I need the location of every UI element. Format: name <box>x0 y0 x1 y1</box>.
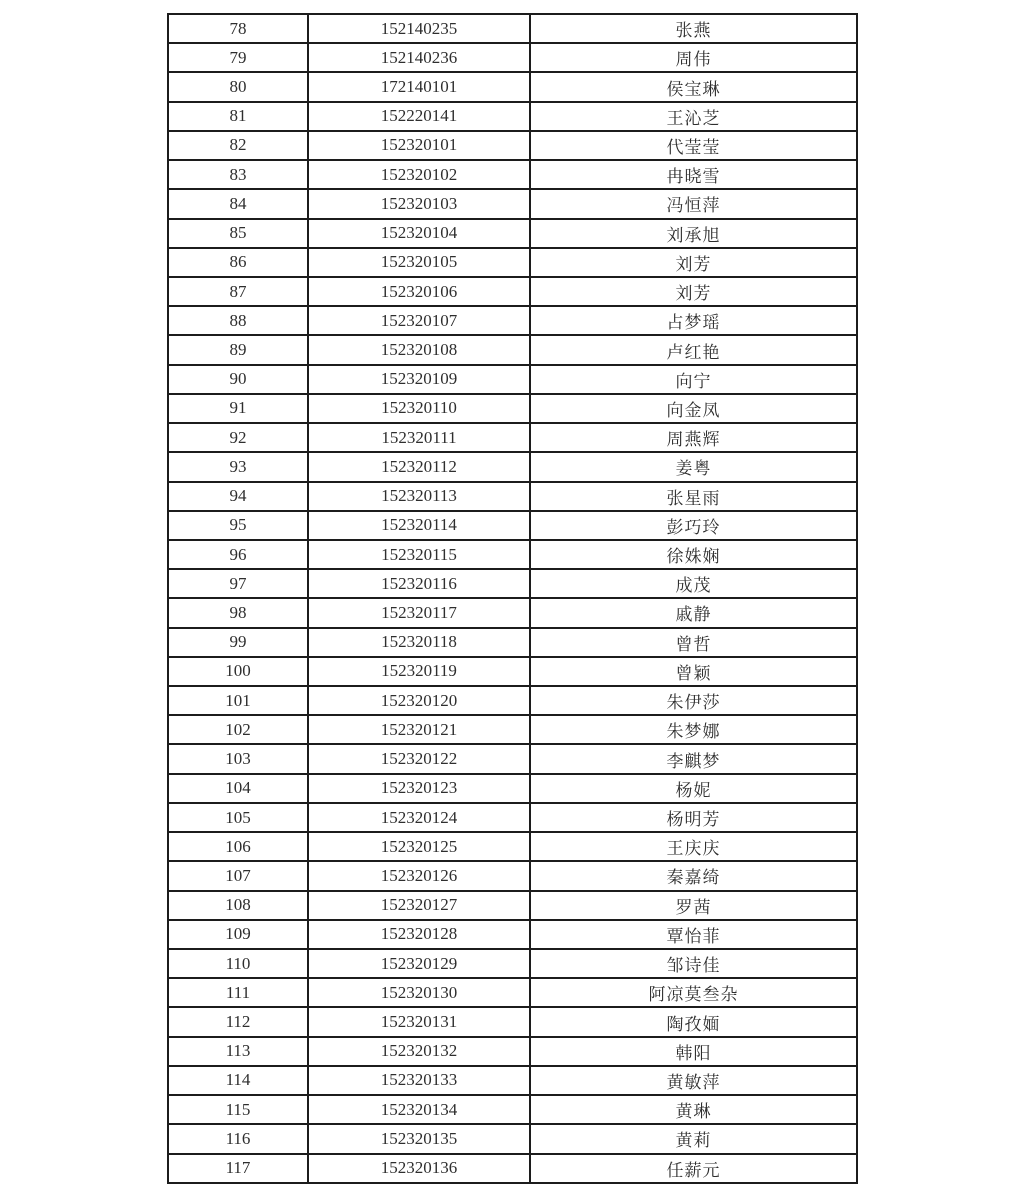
student-name-cell: 覃怡菲 <box>530 920 857 949</box>
row-number-cell: 92 <box>168 423 308 452</box>
student-id-cell: 152320110 <box>308 394 530 423</box>
row-number-cell: 106 <box>168 832 308 861</box>
row-number-cell: 114 <box>168 1066 308 1095</box>
student-name-cell: 占梦瑶 <box>530 306 857 335</box>
row-number-cell: 99 <box>168 628 308 657</box>
table-row <box>168 102 857 131</box>
student-name-cell: 刘承旭 <box>530 219 857 248</box>
student-id-cell: 152320124 <box>308 803 530 832</box>
table-row <box>168 1007 857 1036</box>
row-number-cell: 93 <box>168 452 308 481</box>
student-id-cell: 152320101 <box>308 131 530 160</box>
table-row <box>168 160 857 189</box>
table-row <box>168 1037 857 1066</box>
table-row <box>168 452 857 481</box>
student-id-cell: 152320135 <box>308 1124 530 1153</box>
table-row <box>168 365 857 394</box>
table-row <box>168 540 857 569</box>
student-roster-table <box>167 13 858 1184</box>
student-id-cell: 152320105 <box>308 248 530 277</box>
student-id-cell: 152320107 <box>308 306 530 335</box>
student-id-cell: 152320129 <box>308 949 530 978</box>
student-name-cell: 冯恒萍 <box>530 189 857 218</box>
student-name-cell: 代莹莹 <box>530 131 857 160</box>
row-number-cell: 109 <box>168 920 308 949</box>
table-row <box>168 715 857 744</box>
table-row <box>168 861 857 890</box>
student-name-cell: 秦嘉绮 <box>530 861 857 890</box>
student-id-cell: 152320102 <box>308 160 530 189</box>
table-row <box>168 978 857 1007</box>
table-row <box>168 744 857 773</box>
table-row <box>168 657 857 686</box>
row-number-cell: 79 <box>168 43 308 72</box>
table-body <box>168 14 857 1183</box>
table-row <box>168 1124 857 1153</box>
row-number-cell: 78 <box>168 14 308 43</box>
student-id-cell: 152320104 <box>308 219 530 248</box>
student-id-cell: 152320122 <box>308 744 530 773</box>
table-row <box>168 774 857 803</box>
student-id-cell: 152320117 <box>308 598 530 627</box>
table-row <box>168 628 857 657</box>
student-id-cell: 152320119 <box>308 657 530 686</box>
row-number-cell: 96 <box>168 540 308 569</box>
student-id-cell: 152320121 <box>308 715 530 744</box>
student-name-cell: 徐姝娴 <box>530 540 857 569</box>
row-number-cell: 94 <box>168 482 308 511</box>
student-name-cell: 邹诗佳 <box>530 949 857 978</box>
table-row <box>168 511 857 540</box>
student-id-cell: 152320126 <box>308 861 530 890</box>
table-row <box>168 832 857 861</box>
table-row <box>168 423 857 452</box>
row-number-cell: 82 <box>168 131 308 160</box>
row-number-cell: 115 <box>168 1095 308 1124</box>
row-number-cell: 88 <box>168 306 308 335</box>
student-name-cell: 周伟 <box>530 43 857 72</box>
student-name-cell: 戚静 <box>530 598 857 627</box>
table-row <box>168 335 857 364</box>
student-name-cell: 张燕 <box>530 14 857 43</box>
table-row <box>168 686 857 715</box>
row-number-cell: 90 <box>168 365 308 394</box>
table-row <box>168 306 857 335</box>
row-number-cell: 81 <box>168 102 308 131</box>
student-id-cell: 152140236 <box>308 43 530 72</box>
student-name-cell: 朱梦娜 <box>530 715 857 744</box>
row-number-cell: 108 <box>168 891 308 920</box>
student-id-cell: 152320106 <box>308 277 530 306</box>
row-number-cell: 95 <box>168 511 308 540</box>
row-number-cell: 103 <box>168 744 308 773</box>
student-id-cell: 152320131 <box>308 1007 530 1036</box>
student-id-cell: 152320134 <box>308 1095 530 1124</box>
student-name-cell: 陶孜媔 <box>530 1007 857 1036</box>
student-name-cell: 向金凤 <box>530 394 857 423</box>
table-row <box>168 891 857 920</box>
student-name-cell: 姜粤 <box>530 452 857 481</box>
student-id-cell: 152320120 <box>308 686 530 715</box>
student-name-cell: 黄琳 <box>530 1095 857 1124</box>
row-number-cell: 113 <box>168 1037 308 1066</box>
row-number-cell: 98 <box>168 598 308 627</box>
student-name-cell: 张星雨 <box>530 482 857 511</box>
student-id-cell: 152320111 <box>308 423 530 452</box>
row-number-cell: 107 <box>168 861 308 890</box>
student-name-cell: 杨妮 <box>530 774 857 803</box>
student-id-cell: 152320125 <box>308 832 530 861</box>
row-number-cell: 83 <box>168 160 308 189</box>
row-number-cell: 105 <box>168 803 308 832</box>
row-number-cell: 84 <box>168 189 308 218</box>
student-id-cell: 152320128 <box>308 920 530 949</box>
student-id-cell: 152320116 <box>308 569 530 598</box>
row-number-cell: 87 <box>168 277 308 306</box>
student-name-cell: 刘芳 <box>530 248 857 277</box>
row-number-cell: 89 <box>168 335 308 364</box>
student-name-cell: 向宁 <box>530 365 857 394</box>
table-row <box>168 949 857 978</box>
row-number-cell: 117 <box>168 1154 308 1183</box>
student-id-cell: 152320123 <box>308 774 530 803</box>
row-number-cell: 97 <box>168 569 308 598</box>
table-row <box>168 598 857 627</box>
row-number-cell: 112 <box>168 1007 308 1036</box>
student-id-cell: 152320132 <box>308 1037 530 1066</box>
student-name-cell: 杨明芳 <box>530 803 857 832</box>
student-id-cell: 152320114 <box>308 511 530 540</box>
student-name-cell: 黄敏萍 <box>530 1066 857 1095</box>
student-name-cell: 朱伊莎 <box>530 686 857 715</box>
table-row <box>168 189 857 218</box>
student-name-cell: 冉晓雪 <box>530 160 857 189</box>
student-name-cell: 王庆庆 <box>530 832 857 861</box>
row-number-cell: 85 <box>168 219 308 248</box>
student-id-cell: 152220141 <box>308 102 530 131</box>
table-row <box>168 219 857 248</box>
table-row <box>168 920 857 949</box>
student-name-cell: 任薪元 <box>530 1154 857 1183</box>
student-name-cell: 阿凉莫叁杂 <box>530 978 857 1007</box>
table-row <box>168 394 857 423</box>
row-number-cell: 101 <box>168 686 308 715</box>
student-name-cell: 彭巧玲 <box>530 511 857 540</box>
row-number-cell: 111 <box>168 978 308 1007</box>
student-id-cell: 172140101 <box>308 72 530 101</box>
student-id-cell: 152320108 <box>308 335 530 364</box>
table-row <box>168 1095 857 1124</box>
student-name-cell: 周燕辉 <box>530 423 857 452</box>
student-name-cell: 曾颖 <box>530 657 857 686</box>
table-row <box>168 482 857 511</box>
student-id-cell: 152320112 <box>308 452 530 481</box>
student-name-cell: 李麒梦 <box>530 744 857 773</box>
row-number-cell: 110 <box>168 949 308 978</box>
student-name-cell: 韩阳 <box>530 1037 857 1066</box>
table-row <box>168 1066 857 1095</box>
student-id-cell: 152320103 <box>308 189 530 218</box>
student-id-cell: 152320133 <box>308 1066 530 1095</box>
row-number-cell: 102 <box>168 715 308 744</box>
student-name-cell: 侯宝琳 <box>530 72 857 101</box>
student-name-cell: 王沁芝 <box>530 102 857 131</box>
row-number-cell: 91 <box>168 394 308 423</box>
student-id-cell: 152320118 <box>308 628 530 657</box>
student-name-cell: 罗茜 <box>530 891 857 920</box>
table-row <box>168 569 857 598</box>
table-row <box>168 248 857 277</box>
table-row <box>168 277 857 306</box>
row-number-cell: 104 <box>168 774 308 803</box>
student-id-cell: 152320109 <box>308 365 530 394</box>
table-row <box>168 43 857 72</box>
table-row <box>168 131 857 160</box>
student-name-cell: 刘芳 <box>530 277 857 306</box>
student-name-cell: 黄莉 <box>530 1124 857 1153</box>
student-name-cell: 曾哲 <box>530 628 857 657</box>
row-number-cell: 80 <box>168 72 308 101</box>
student-id-cell: 152320136 <box>308 1154 530 1183</box>
table-row <box>168 72 857 101</box>
student-id-cell: 152320127 <box>308 891 530 920</box>
student-id-cell: 152320113 <box>308 482 530 511</box>
student-id-cell: 152320130 <box>308 978 530 1007</box>
student-id-cell: 152140235 <box>308 14 530 43</box>
row-number-cell: 116 <box>168 1124 308 1153</box>
student-name-cell: 卢红艳 <box>530 335 857 364</box>
row-number-cell: 100 <box>168 657 308 686</box>
row-number-cell: 86 <box>168 248 308 277</box>
table-row <box>168 1154 857 1183</box>
table-row <box>168 803 857 832</box>
student-id-cell: 152320115 <box>308 540 530 569</box>
table-row <box>168 14 857 43</box>
student-name-cell: 成茂 <box>530 569 857 598</box>
